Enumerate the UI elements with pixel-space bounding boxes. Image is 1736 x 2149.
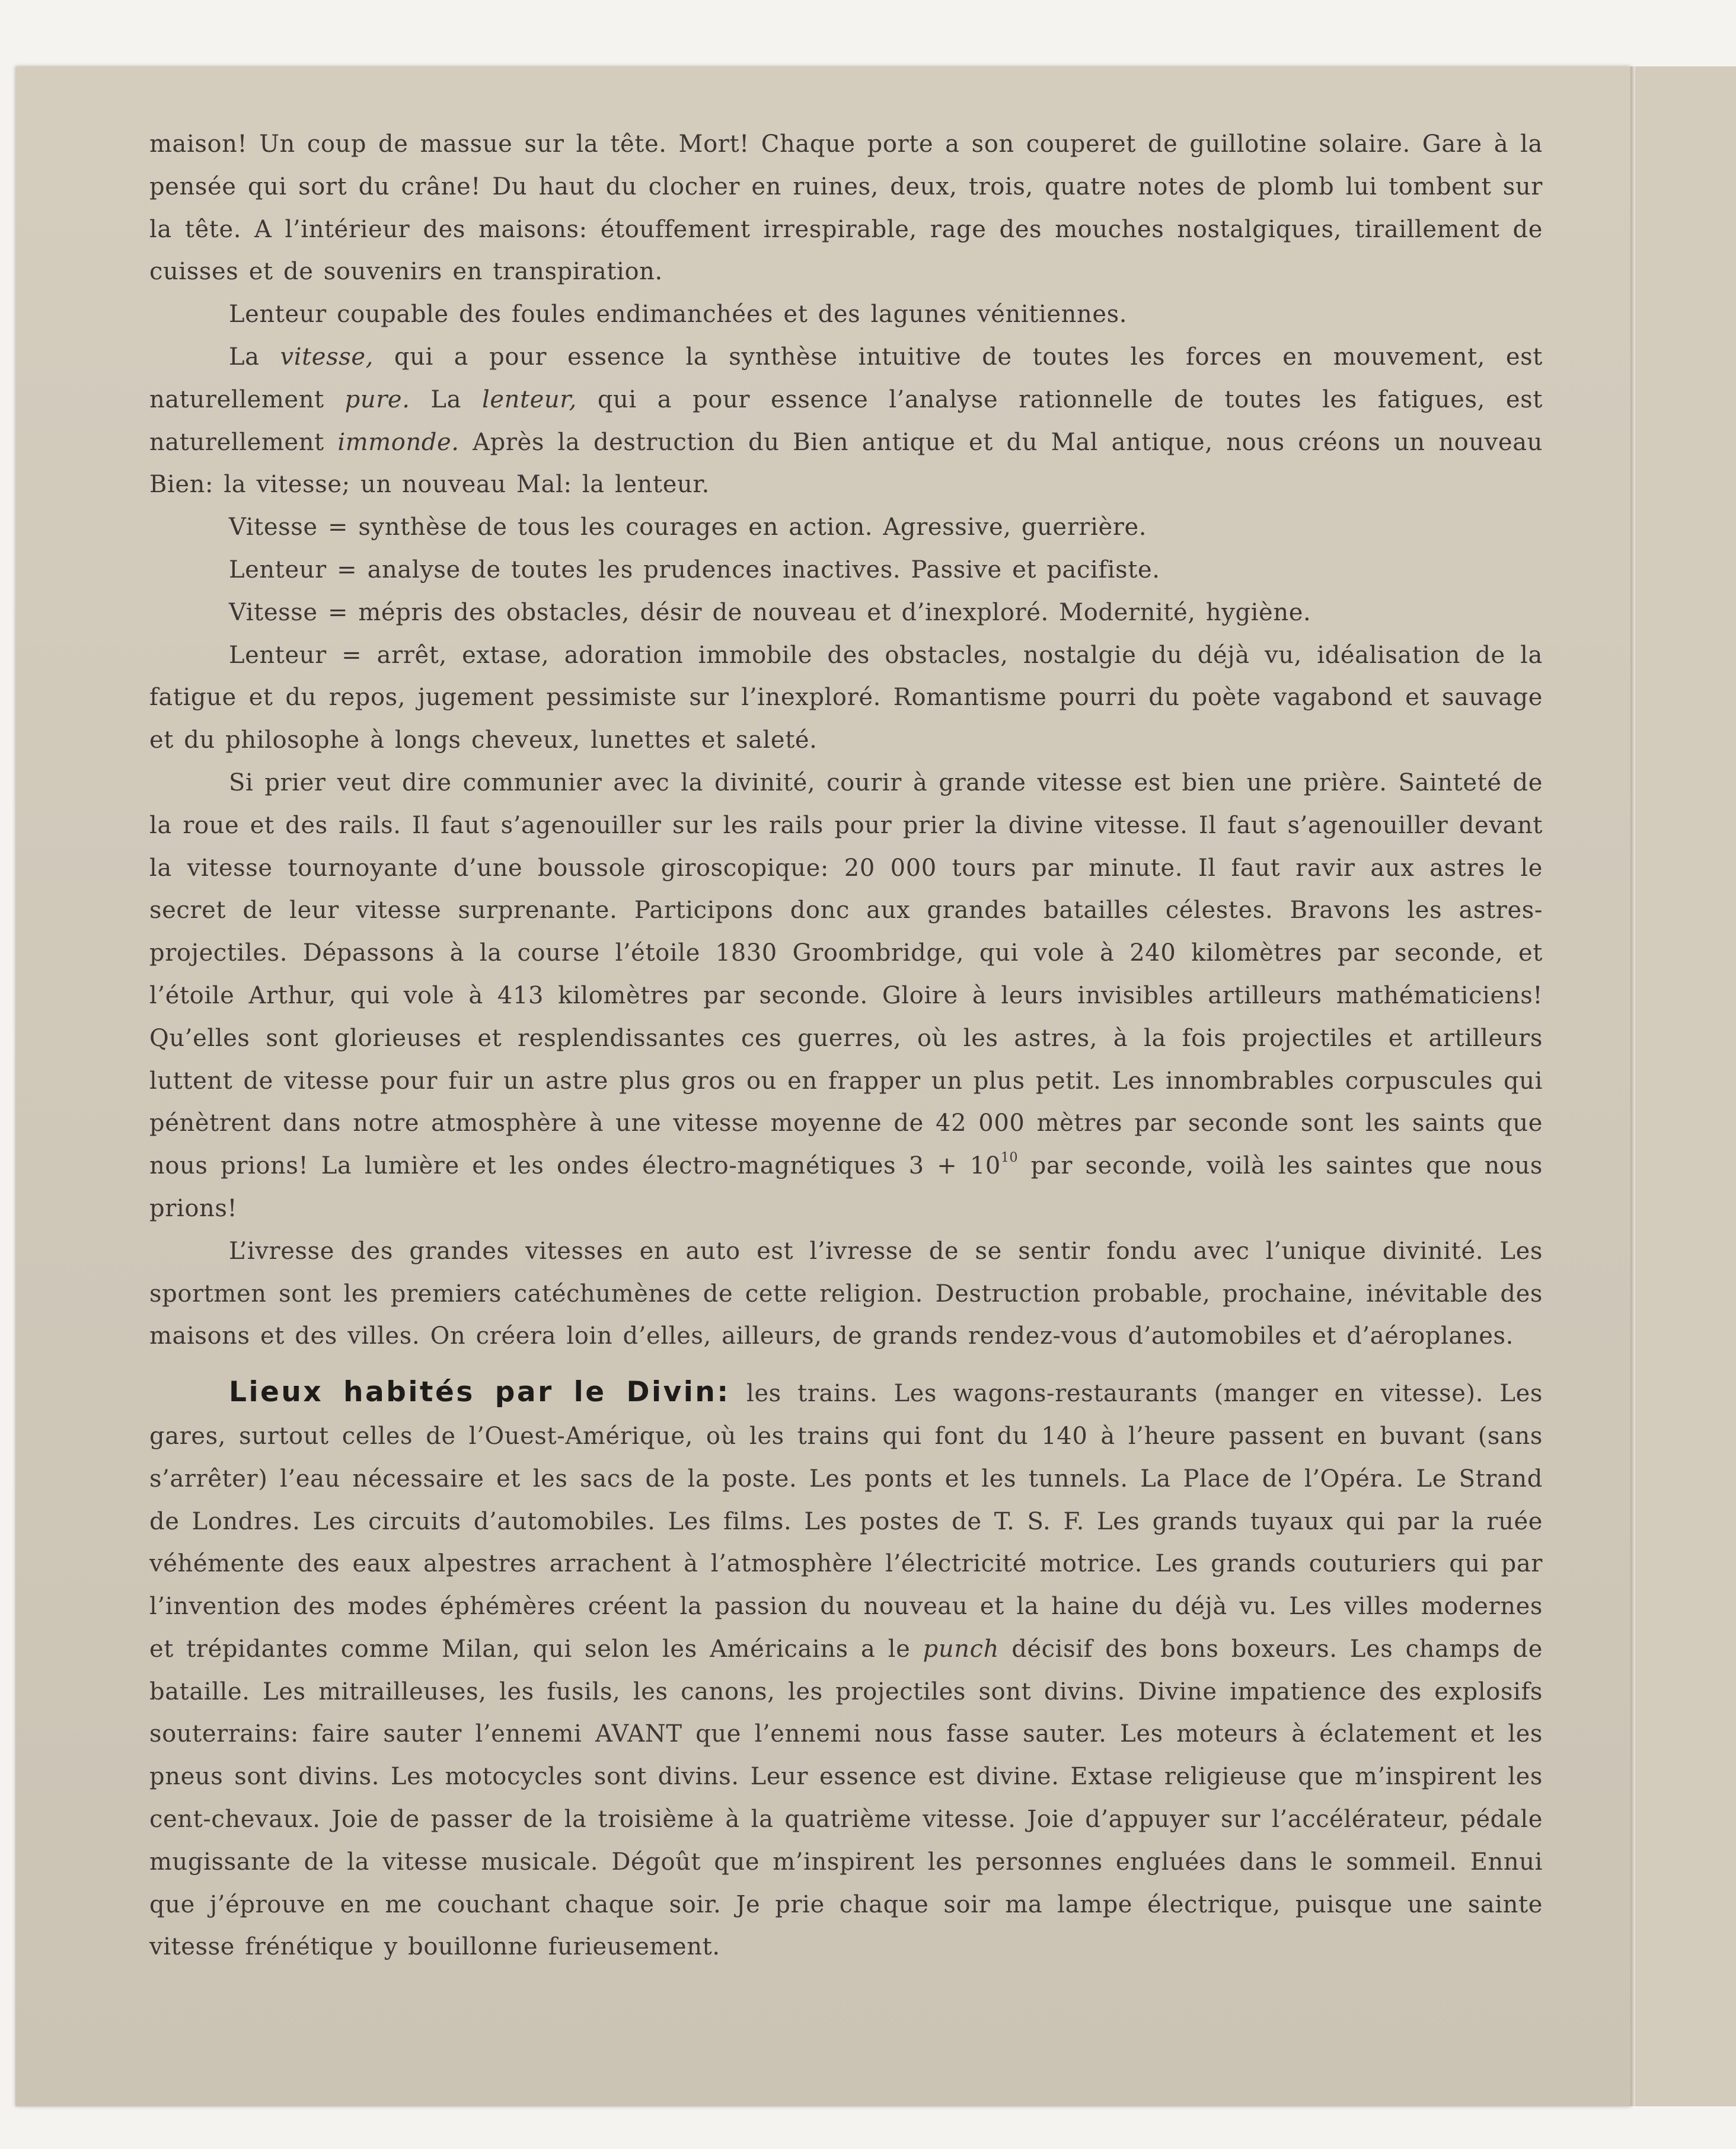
paragraph-lieux-habites xyxy=(149,1371,1543,1969)
italic-word: punch xyxy=(923,1635,999,1663)
paragraph-text: Vitesse = synthèse de tous les courages en action. Agressive, guerrière. xyxy=(229,514,1147,541)
paragraph-priere xyxy=(149,762,1543,1230)
paragraph-text: La xyxy=(229,343,280,371)
paragraph-text: Si prier veut dire communier avec la divinité, courir à grande vitesse est bien une prière. Sainteté de la roue et des rails. Il faut s’agenouiller sur les rails pour prier la divine vitesse. Il faut s’agenouiller devant la vitesse tournoyante d’une boussole giroscopique: 20 000 tours par minute. Il faut ravir aux astres le secret de leur vitesse surprenante. Participons donc aux grandes batailles célestes. Bravons les astres-projectiles. Dépassons à la course l’étoile 1830 Groombridge, qui vole à 240 kilomètres par seconde, et l’étoile Arthur, qui vole à 413 kilomètres par seconde. Gloire à leurs invisibles artilleurs mathématiciens! Qu’elles sont glorieuses et resplendissantes ces guerres, où les astres, à la fois projectiles et artilleurs luttent de vitesse pour fuir un astre plus gros ou en frapper un plus petit. Les innombrables corpuscules qui pénètrent dans notre atmosphère à une vitesse moyenne de 42 000 mètres par seconde sont les saints que nous prions! La lumière et les ondes électro-magnétiques 3 + 10 xyxy=(149,769,1543,1180)
paragraph-vitesse-pure xyxy=(149,336,1543,506)
paragraph-text: Lenteur = analyse de toutes les prudences inactives. Passive et pacifiste. xyxy=(229,556,1160,584)
paragraph-text: maison! Un coup de massue sur la tête. Mort! Chaque porte a son couperet de guillotine solaire. Gare à la pensée qui sort du crâne! Du haut du clocher en ruines, deux, trois, quatre notes de plomb lui tombent sur la tête. A l’intérieur des maisons: étouffement irrespirable, rage des mouches nostalgiques, tiraillement de cuisses et de souvenirs en transpiration. xyxy=(149,130,1543,286)
paragraph-text: Lenteur coupable des foules endimanchées et des lagunes vénitiennes. xyxy=(229,301,1128,329)
page-fold xyxy=(1630,66,1635,2106)
definition-vitesse-mepris xyxy=(149,592,1543,635)
definition-vitesse-courage xyxy=(149,506,1543,549)
paragraph-text: Après la destruction du Bien antique et du Mal antique, nous créons un nouveau Bien: la vitesse; un nouveau Mal: la lenteur. xyxy=(149,428,1543,499)
paragraph-text: les trains. Les wagons-restaurants (manger en vitesse). Les gares, surtout celles de l’Ouest-Amérique, où les trains qui font du 140 à l’heure passent en buvant (sans s’arrêter) l’eau nécessaire et les sacs de la poste. Les ponts et les tunnels. La Place de l’Opéra. Le Strand de Londres. Les circuits d’automobiles. Les films. Les postes de T. S. F. Les grands tuyaux qui par la ruée véhémente des eaux alpestres arrachent à l’atmosphère l’électricité motrice. Les grands couturiers qui par l’invention des modes éphémères créent la passion du nouveau et la haine du déjà vu. Les villes modernes et trépidantes comme Milan, qui selon les Américains a le xyxy=(149,1380,1543,1663)
exponent: 10 xyxy=(1000,1150,1019,1166)
paragraph-text: par seconde, voilà les saintes que nous prions! xyxy=(149,1152,1543,1222)
paragraph-lenteur-coupable xyxy=(149,294,1543,336)
section-heading: Lieux habités par le Divin: xyxy=(229,1376,730,1409)
paragraph-text: La xyxy=(410,385,482,413)
italic-word: vitesse, xyxy=(280,343,374,371)
paragraph-text: L’ivresse des grandes vitesses en auto est l’ivresse de se sentir fondu avec l’unique divinité. Les sportmen sont les premiers catéchumènes de cette religion. Destruction probable, prochaine, inévitable des maisons et des villes. On créera loin d’elles, ailleurs, de grands rendez-vous d’automobiles et d’aéroplanes. xyxy=(149,1237,1543,1350)
italic-word: lenteur, xyxy=(481,385,577,413)
paragraph-text: qui a pour essence l’analyse rationnelle de toutes les fatigues, est naturellement xyxy=(149,385,1543,456)
definition-lenteur-prudence xyxy=(149,549,1543,592)
paragraph-text: qui a pour essence la synthèse intuitive de toutes les forces en mouvement, est naturellement xyxy=(149,343,1543,413)
paragraph-maison xyxy=(149,123,1543,294)
italic-word: pure. xyxy=(344,385,410,413)
body-text xyxy=(149,123,1543,1969)
paragraph-text: Vitesse = mépris des obstacles, désir de nouveau et d’inexploré. Modernité, hygiène. xyxy=(229,598,1311,626)
paragraph-ivresse xyxy=(149,1230,1543,1358)
italic-word: immonde. xyxy=(337,428,459,456)
paragraph-text: Lenteur = arrêt, extase, adoration immobile des obstacles, nostalgie du déjà vu, idéalisation de la fatigue et du repos, jugement pessimiste sur l’inexploré. Romantisme pourri du poète vagabond et sauvage et du philosophe à longs cheveux, lunettes et saleté. xyxy=(149,641,1543,754)
paragraph-text: décisif des bons boxeurs. Les champs de bataille. Les mitrailleuses, les fusils, les canons, les projectiles sont divins. Divine impatience des explosifs souterrains: faire sauter l’ennemi AVANT que l’ennemi nous fasse sauter. Les moteurs à éclatement et les pneus sont divins. Les motocycles sont divins. Leur essence est divine. Extase religieuse que m’inspirent les cent-chevaux. Joie de passer de la troisième à la quatrième vitesse. Joie d’appuyer sur l’accélérateur, pédale mugissante de la vitesse musicale. Dégoût que m’inspirent les personnes engluées dans le sommeil. Ennui que j’éprouve en me couchant chaque soir. Je prie chaque soir ma lampe électrique, puisque une sainte vitesse frénétique y bouillonne furieusement. xyxy=(149,1635,1543,1961)
definition-lenteur-arret xyxy=(149,635,1543,762)
adjacent-page-edge xyxy=(1635,66,1736,2106)
